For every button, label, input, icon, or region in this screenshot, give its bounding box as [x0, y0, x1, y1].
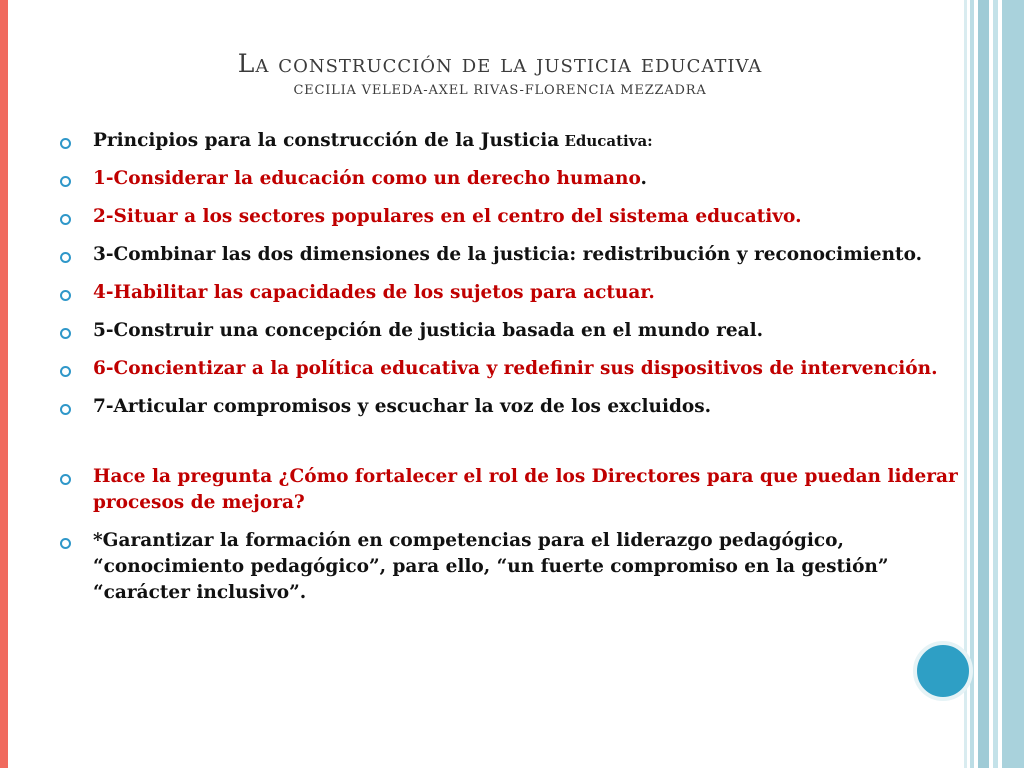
bullet-item — [60, 128, 960, 154]
bullet-icon — [60, 538, 71, 549]
bullet-item — [60, 528, 960, 606]
slide-title: La construcción de la justicia educativa — [237, 49, 763, 78]
bullet-text-tail: . — [640, 168, 647, 189]
slide-subtitle: CECILIA VELEDA-AXEL RIVAS-FLORENCIA MEZZADRA — [293, 83, 707, 98]
bullet-item — [60, 356, 960, 382]
bullet-icon — [60, 252, 71, 263]
bullet-text: 5-Construir una concepción de justicia basada en el mundo real. — [93, 320, 764, 341]
stripe — [993, 0, 998, 768]
bullet-text: Hace la pregunta ¿Cómo fortalecer el rol de los Directores para que puedan liderar procesos de mejora? — [93, 466, 958, 513]
bullet-item — [60, 318, 960, 344]
bullet-text: 6-Concientizar a la política educativa y redefinir sus dispositivos de intervención. — [93, 358, 938, 379]
slide-title-block — [60, 48, 940, 100]
right-decorative-stripes — [964, 0, 1024, 768]
bullet-icon — [60, 176, 71, 187]
bullet-item — [60, 166, 960, 192]
bullet-item — [60, 204, 960, 230]
stripe — [1002, 0, 1024, 768]
bullet-text: 3-Combinar las dos dimensiones de la justicia: redistribución y reconocimiento. — [93, 244, 923, 265]
bullet-text-tail: Educativa: — [559, 132, 653, 150]
bullet-text: 4-Habilitar las capacidades de los sujetos para actuar. — [93, 282, 655, 303]
bullet-item — [60, 242, 960, 268]
stripe — [978, 0, 989, 768]
bullet-text: 2-Situar a los sectores populares en el centro del sistema educativo. — [93, 206, 802, 227]
bullet-text: *Garantizar la formación en competencias para el liderazgo pedagógico, “conocimiento pedagógico”, para ello, “un fuerte compromiso en la gestión” “carácter inclusivo”. — [93, 530, 889, 603]
bullet-icon — [60, 474, 71, 485]
bullet-icon — [60, 328, 71, 339]
decorative-circle — [913, 641, 973, 701]
bullet-text: Principios para la construcción de la Justicia — [93, 130, 560, 151]
bullet-text: 7-Articular compromisos y escuchar la voz de los excluidos. — [93, 396, 712, 417]
bullet-item — [60, 280, 960, 306]
bullet-icon — [60, 214, 71, 225]
bullet-icon — [60, 138, 71, 149]
bullet-list — [60, 128, 960, 618]
bullet-icon — [60, 366, 71, 377]
left-accent-border — [0, 0, 8, 768]
bullet-item — [60, 394, 960, 420]
bullet-text: 1-Considerar la educación como un derecho humano — [93, 168, 641, 189]
bullet-icon — [60, 404, 71, 415]
bullet-icon — [60, 290, 71, 301]
bullet-item — [60, 464, 960, 516]
stripe — [970, 0, 974, 768]
